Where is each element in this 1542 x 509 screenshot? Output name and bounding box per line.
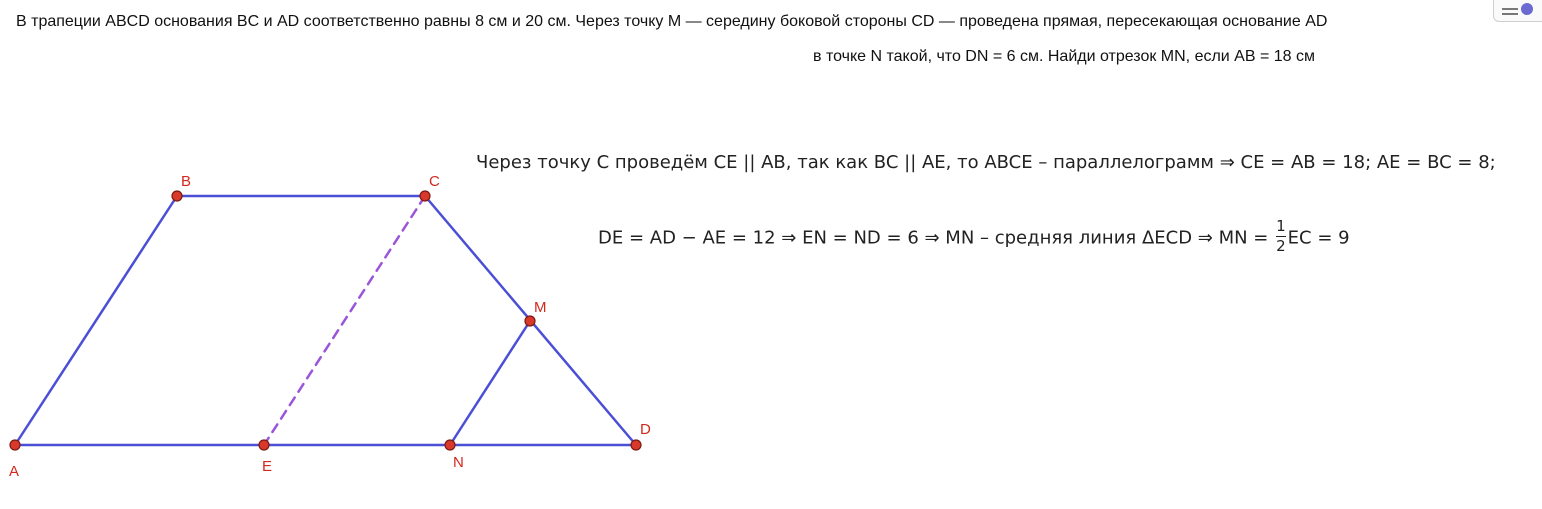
solution-line-2 <box>598 217 1350 257</box>
point-N[interactable] <box>445 440 455 450</box>
point-A[interactable] <box>10 440 20 450</box>
problem-text-line-2: в точке N такой, что DN = 6 см. Найди отрезок MN, если AB = 18 см <box>813 48 1315 65</box>
problem-text-line-1: В трапеции ABCD основания BC и AD соответственно равны 8 см и 20 см. Через точку M — середину боковой стороны CD — проведена прямая, пересекающая основание AD <box>16 13 1328 30</box>
solution-line-2-part-b: EC = 9 <box>1287 227 1350 249</box>
label-B: B <box>181 173 192 190</box>
segment-CE-dashed <box>264 196 425 445</box>
label-M: M <box>534 299 547 316</box>
point-D[interactable] <box>631 440 641 450</box>
label-A: A <box>9 463 20 480</box>
fraction-numerator: 1 <box>1276 217 1286 235</box>
label-E: E <box>262 458 273 475</box>
solution-line-1: Через точку C проведём CE || AB, так как BC || AE, то ABCE – параллелограмм ⇒ CE = AB = 18; AE = BC = 8; <box>476 152 1496 173</box>
point-B[interactable] <box>172 191 182 201</box>
point-M[interactable] <box>525 316 535 326</box>
label-D: D <box>640 421 651 438</box>
fraction-one-half <box>1276 218 1286 255</box>
label-N: N <box>453 454 464 471</box>
point-E[interactable] <box>259 440 269 450</box>
segment-MN <box>450 321 530 445</box>
solution-line-2-part-a: DE = AD − AE = 12 ⇒ EN = ND = 6 ⇒ MN – средняя линия ΔECD ⇒ MN = <box>598 227 1275 249</box>
label-C: C <box>429 173 440 190</box>
point-C[interactable] <box>420 191 430 201</box>
fraction-denominator: 2 <box>1276 237 1286 255</box>
segment-AB <box>15 196 177 445</box>
